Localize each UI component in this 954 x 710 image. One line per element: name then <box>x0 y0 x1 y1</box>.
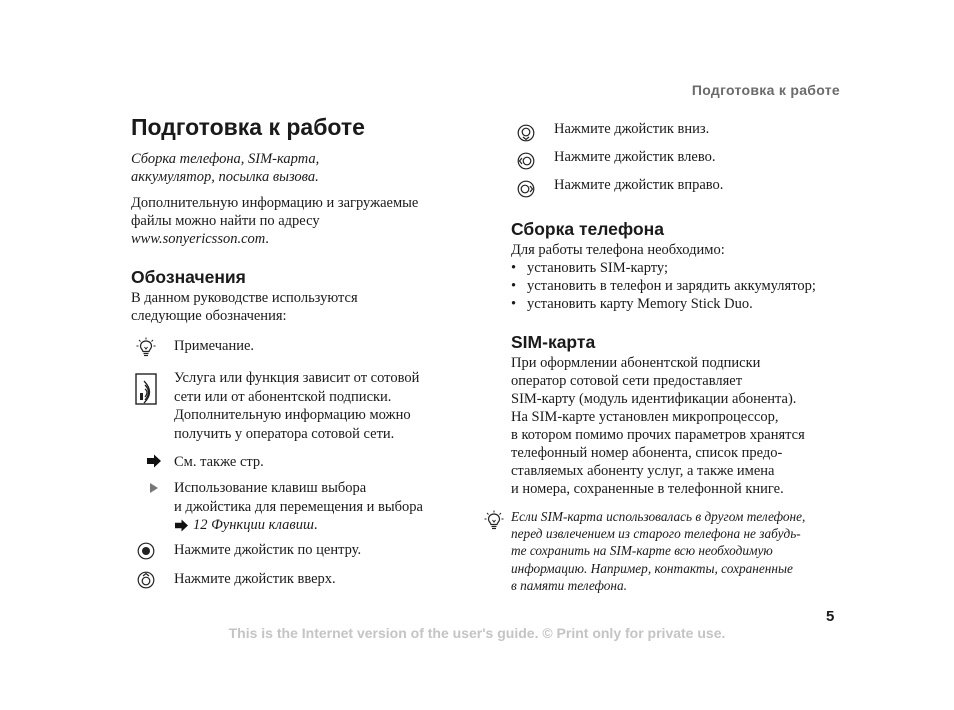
sim-text-line: На SIM-карте установлен микропроцессор, <box>511 409 779 425</box>
sim-note <box>511 508 851 594</box>
joy-center-text: Нажмите джойстик по центру. <box>174 542 362 558</box>
info-line-2: файлы можно найти по адресу <box>131 213 320 229</box>
symbols-heading: Обозначения <box>131 267 246 287</box>
footer-notice: This is the Internet version of the user's guide. © Print only for private use. <box>228 625 726 641</box>
symbol-note-row <box>131 337 461 369</box>
info-url-line: www.sonyericsson.com. <box>131 231 269 247</box>
symbols-intro-1: В данном руководстве используются <box>131 290 358 306</box>
lightbulb-icon <box>484 510 504 532</box>
assembly-item: • установить SIM-карту; <box>511 259 851 277</box>
service-line-3: Дополнительную информацию можно <box>174 407 411 423</box>
symbol-joy-up-row <box>131 570 461 594</box>
see-also-text: См. также стр. <box>174 454 264 470</box>
sim-text-line: SIM-карту (модуль идентификации абонента). <box>511 391 797 407</box>
service-line-2: сети или от абонентской подписки. <box>174 388 392 405</box>
sim-text-line: и номера, сохраненные в телефонной книге. <box>511 481 784 497</box>
sim-text-line: оператор сотовой сети предоставляет <box>511 373 743 389</box>
sim-text-line: телефонный номер абонента, список предо- <box>511 445 783 461</box>
keys-reference-link[interactable]: 12 Функции клавиш <box>193 517 314 533</box>
page-title: Подготовка к работе <box>131 114 365 140</box>
symbol-joy-right-row <box>511 176 851 218</box>
keys-ref-line: 12 Функции клавиш . <box>174 516 423 535</box>
info-line-1: Дополнительную информацию и загружаемые <box>131 195 419 211</box>
intro-line-2: аккумулятор, посылка вызова. <box>131 169 319 185</box>
joy-left-text: Нажмите джойстик влево. <box>554 149 716 165</box>
symbol-note-text: Примечание. <box>174 338 255 354</box>
sim-heading: SIM-карта <box>511 332 596 352</box>
joy-right-text: Нажмите джойстик вправо. <box>554 177 724 193</box>
sim-note-line: перед извлечением из старого телефона не забудь- <box>511 526 801 542</box>
sim-note-line: информацию. Например, контакты, сохраненные <box>511 560 793 576</box>
keys-line-2: и джойстика для перемещения и выбора <box>174 498 423 515</box>
network-service-icon <box>131 373 161 405</box>
page-number: 5 <box>826 608 835 625</box>
triangle-pointer-icon <box>139 482 169 494</box>
arrow-right-icon <box>139 454 169 468</box>
joy-up-text: Нажмите джойстик вверх. <box>174 571 336 587</box>
assembly-item: • установить карту Memory Stick Duo. <box>511 295 851 313</box>
right-column <box>511 120 851 594</box>
joystick-right-icon <box>511 180 541 198</box>
service-line-4: получить у оператора сотовой сети. <box>174 425 395 442</box>
assembly-item: • установить в телефон и зарядить аккумулятор; <box>511 277 851 295</box>
symbols-intro-2: следующие обозначения: <box>131 308 287 324</box>
website-link[interactable]: www.sonyericsson.com <box>131 231 266 247</box>
joy-down-text: Нажмите джойстик вниз. <box>554 121 710 137</box>
assembly-intro: Для работы телефона необходимо: <box>511 242 725 258</box>
symbol-service-row <box>131 369 461 453</box>
sim-text-line: При оформлении абонентской подписки <box>511 355 761 371</box>
sim-text-line: ставляемых абоненту услуг, а также имена <box>511 463 775 479</box>
arrow-right-icon <box>174 519 189 532</box>
joystick-down-icon <box>511 124 541 142</box>
symbol-joy-center-row <box>131 541 461 570</box>
sim-note-line: в памяти телефона. <box>511 577 627 593</box>
sim-note-line: Если SIM-карта использовалась в другом телефоне, <box>511 509 806 524</box>
keys-line-1: Использование клавиш выбора <box>174 480 367 496</box>
joystick-up-icon <box>131 571 161 589</box>
lightbulb-icon <box>131 337 161 359</box>
sim-text-line: в котором помимо прочих параметров хранятся <box>511 427 805 443</box>
joystick-center-icon <box>131 542 161 560</box>
left-column <box>131 112 461 594</box>
running-head: Подготовка к работе <box>691 82 840 98</box>
symbol-joy-down-row <box>511 120 851 148</box>
assembly-list <box>511 259 851 313</box>
service-line-1: Услуга или функция зависит от сотовой <box>174 370 420 386</box>
intro-line-1: Сборка телефона, SIM-карта, <box>131 151 320 167</box>
joystick-left-icon <box>511 152 541 170</box>
assembly-heading: Сборка телефона <box>511 219 664 239</box>
symbol-joy-left-row <box>511 148 851 176</box>
symbol-see-also-row <box>131 453 461 479</box>
symbol-keys-row <box>131 479 461 541</box>
sim-note-line: те сохранить на SIM-карте всю необходимую <box>511 543 773 559</box>
